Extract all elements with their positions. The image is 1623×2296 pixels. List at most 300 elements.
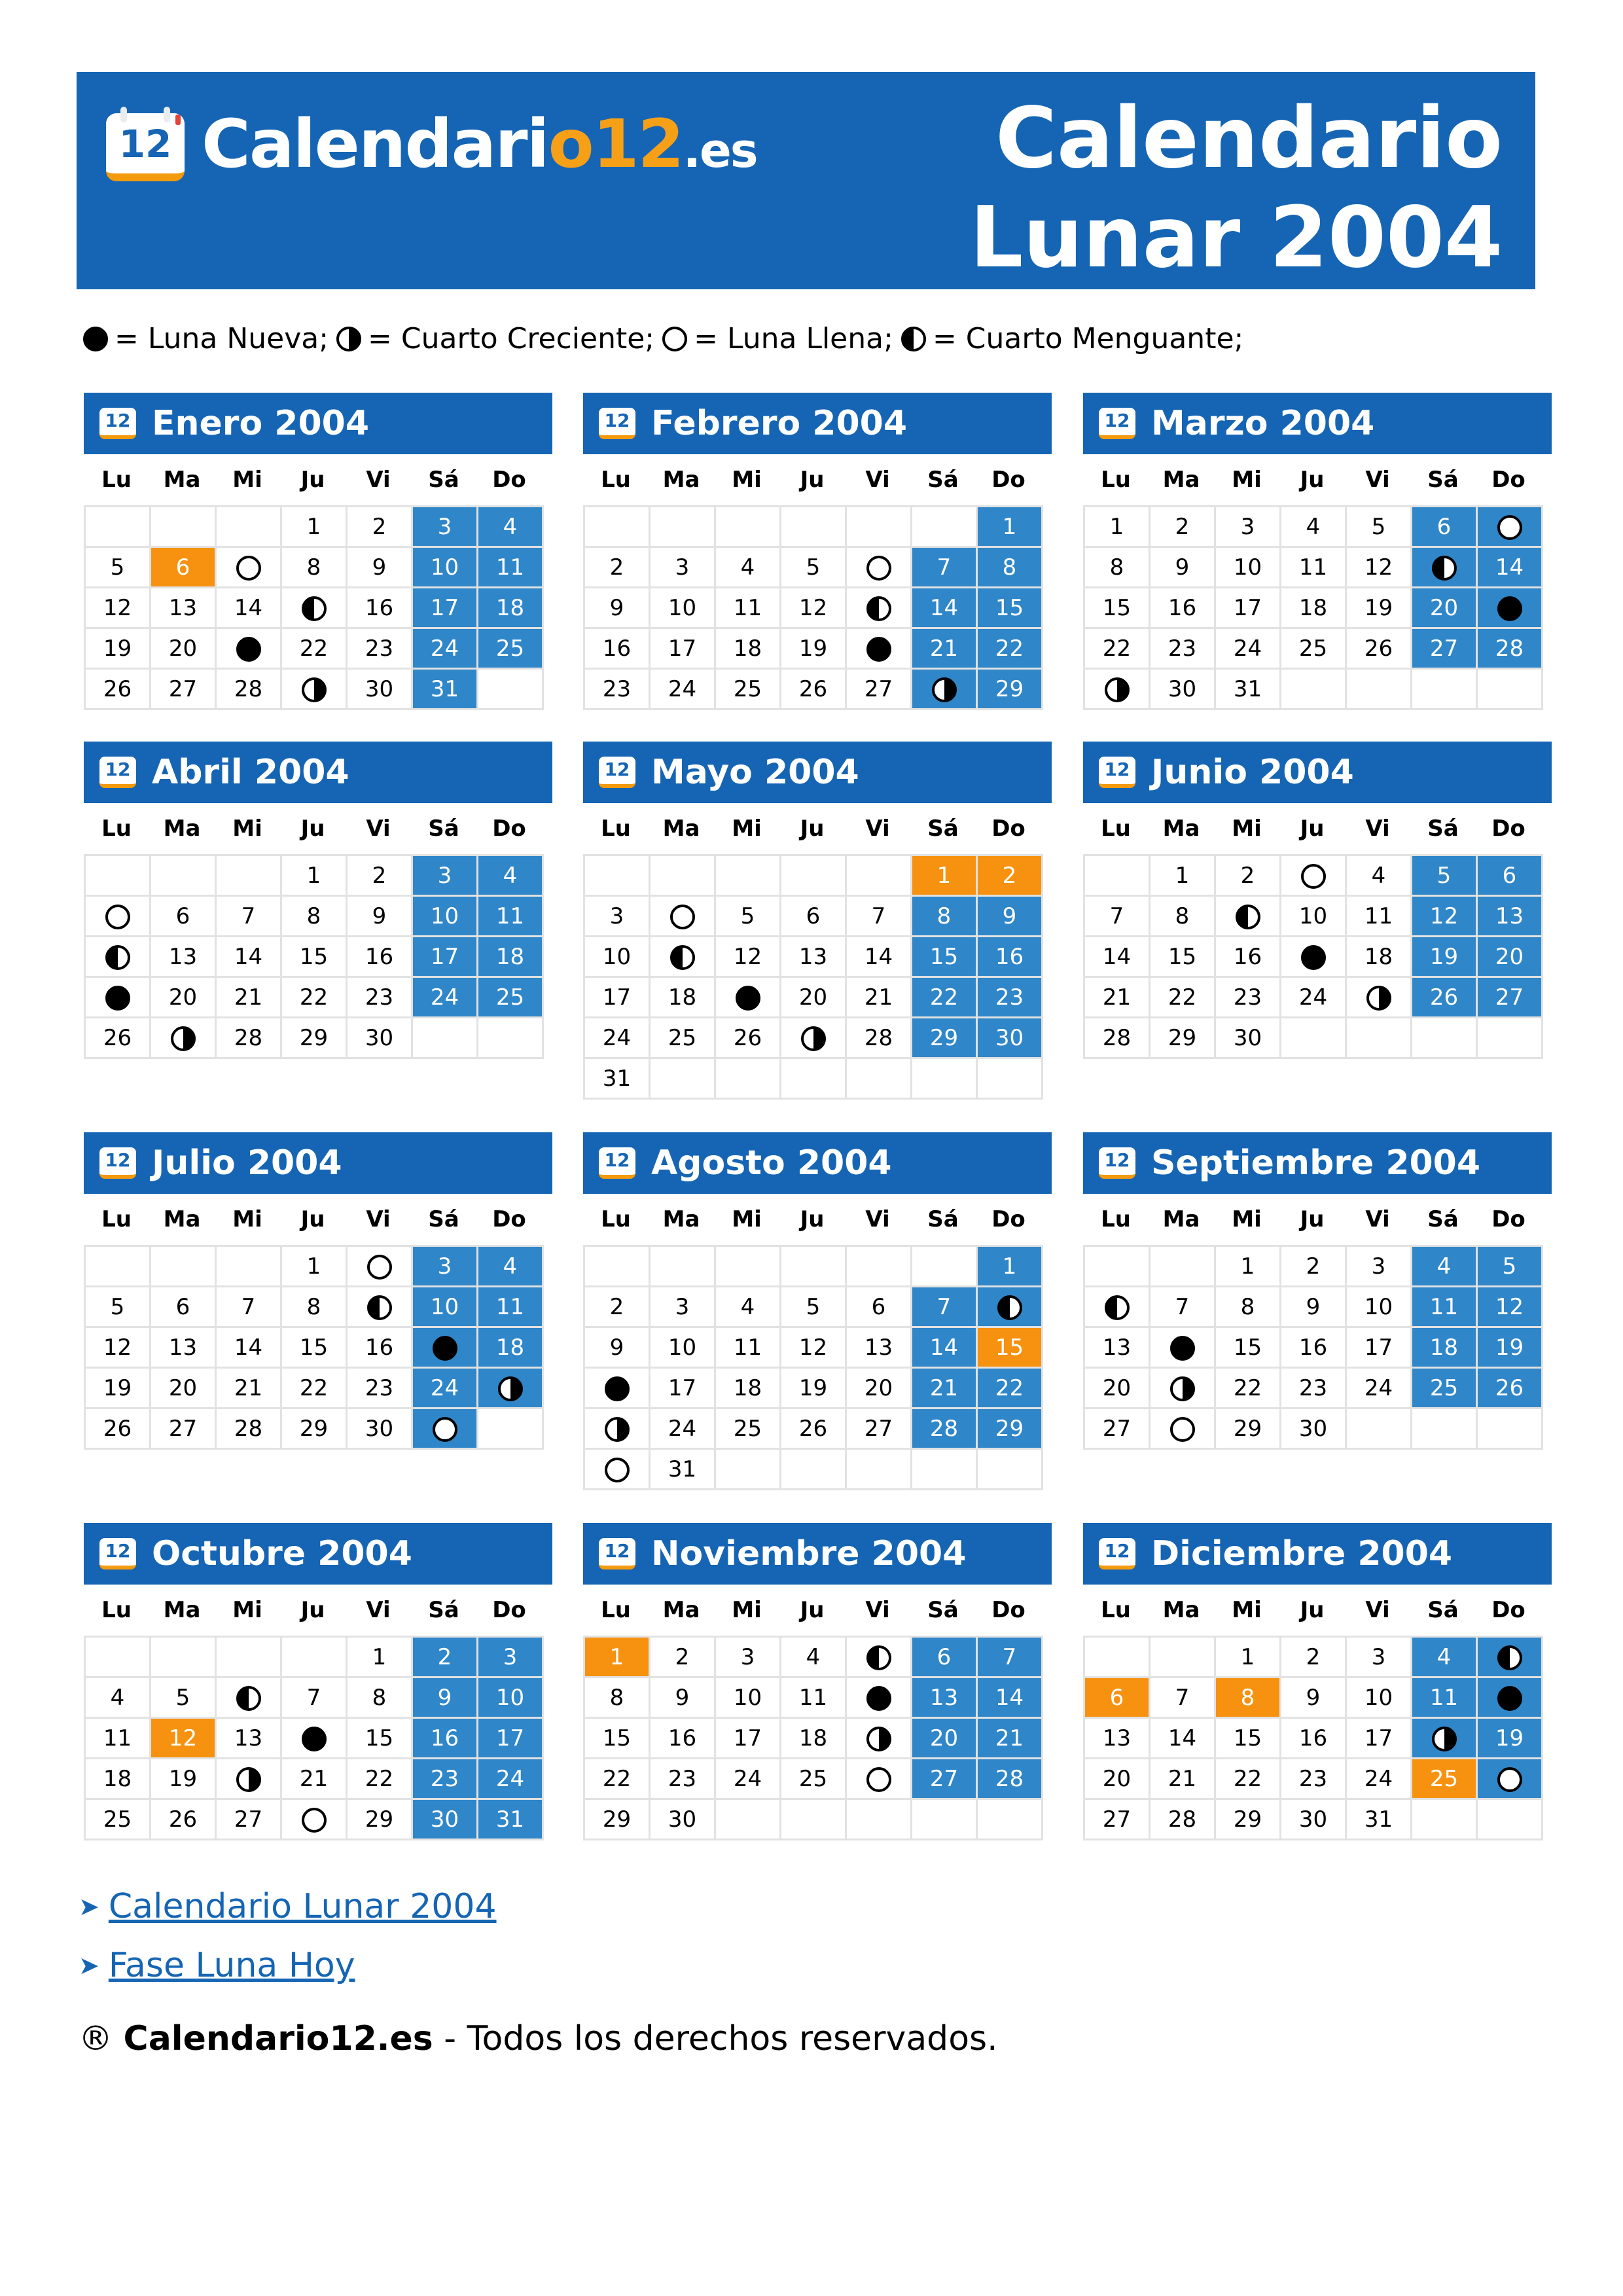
day-cell: 13 bbox=[846, 1327, 912, 1368]
empty-day-cell bbox=[846, 1449, 912, 1490]
title-line-1: Calendario bbox=[995, 90, 1503, 187]
day-cell: 15 bbox=[1150, 937, 1215, 977]
day-cell bbox=[1412, 1718, 1477, 1759]
day-cell: 27 bbox=[1412, 628, 1477, 669]
day-cell: 12 bbox=[1477, 1287, 1543, 1327]
weekday-label: Sá bbox=[927, 1597, 959, 1623]
weekday-row bbox=[583, 1585, 1052, 1636]
empty-day-cell bbox=[216, 855, 281, 896]
day-cell: 2 bbox=[1281, 1637, 1346, 1677]
day-cell bbox=[1477, 588, 1543, 628]
week-row bbox=[85, 1637, 543, 1677]
weekday-label: Mi bbox=[232, 816, 262, 842]
day-cell: 30 bbox=[1281, 1408, 1346, 1449]
day-cell bbox=[1477, 1677, 1543, 1718]
day-cell: 28 bbox=[846, 1018, 912, 1058]
day-cell: 22 bbox=[584, 1759, 650, 1799]
weekday-label: Ju bbox=[300, 1597, 325, 1623]
day-cell: 21 bbox=[216, 1368, 281, 1408]
day-cell: 25 bbox=[1281, 628, 1346, 669]
weekday-label: Lu bbox=[601, 816, 631, 842]
legend-full-moon: = Luna Llena; bbox=[694, 322, 893, 355]
day-cell bbox=[846, 628, 912, 669]
site-logo[interactable] bbox=[106, 105, 757, 186]
day-cell: 8 bbox=[281, 896, 347, 937]
day-cell bbox=[85, 896, 151, 937]
day-cell bbox=[912, 669, 977, 709]
empty-day-cell bbox=[478, 1408, 543, 1449]
day-cell bbox=[281, 669, 347, 709]
day-cell: 2 bbox=[412, 1637, 478, 1677]
day-cell: 11 bbox=[85, 1718, 151, 1759]
empty-day-cell bbox=[715, 507, 781, 547]
full-moon-icon bbox=[302, 1808, 327, 1833]
day-cell: 16 bbox=[650, 1718, 715, 1759]
day-cell: 16 bbox=[347, 1327, 412, 1368]
weekday-label: Sá bbox=[927, 1206, 959, 1232]
day-cell: 28 bbox=[912, 1408, 977, 1449]
calendar-icon: 12 bbox=[1099, 408, 1135, 439]
day-cell: 10 bbox=[412, 1287, 478, 1327]
day-cell: 29 bbox=[977, 1408, 1043, 1449]
day-cell: 25 bbox=[781, 1759, 846, 1799]
last-quarter-moon-icon bbox=[1497, 1645, 1522, 1670]
day-cell: 2 bbox=[1281, 1246, 1346, 1287]
week-row bbox=[85, 1018, 543, 1058]
calendar-logo-icon bbox=[106, 113, 185, 181]
empty-day-cell bbox=[715, 1449, 781, 1490]
last-quarter-moon-icon bbox=[901, 327, 926, 351]
weekday-label: Ma bbox=[662, 816, 700, 842]
day-cell: 1 bbox=[347, 1637, 412, 1677]
weekday-label: Vi bbox=[1365, 467, 1390, 493]
week-row bbox=[1084, 628, 1543, 669]
new-moon-icon bbox=[83, 327, 108, 351]
day-cell: 30 bbox=[347, 669, 412, 709]
calendar-icon: 12 bbox=[99, 408, 136, 439]
month-title: Marzo 2004 bbox=[1151, 404, 1375, 443]
empty-day-cell bbox=[85, 1637, 151, 1677]
day-cell: 20 bbox=[1084, 1759, 1150, 1799]
day-cell: 11 bbox=[715, 588, 781, 628]
last-quarter-moon-icon bbox=[866, 596, 891, 621]
day-cell: 27 bbox=[846, 1408, 912, 1449]
day-cell: 26 bbox=[1346, 628, 1412, 669]
day-cell: 22 bbox=[1084, 628, 1150, 669]
empty-day-cell bbox=[216, 1246, 281, 1287]
week-row bbox=[584, 1677, 1043, 1718]
week-row bbox=[85, 1759, 543, 1799]
day-cell bbox=[846, 1637, 912, 1677]
day-cell: 8 bbox=[912, 896, 977, 937]
last-quarter-moon-icon bbox=[236, 1686, 261, 1711]
empty-day-cell bbox=[1150, 1637, 1215, 1677]
day-cell bbox=[216, 628, 281, 669]
weekday-label: Do bbox=[1491, 816, 1525, 842]
weekday-label: Mi bbox=[232, 1597, 262, 1623]
weekday-row bbox=[84, 1585, 552, 1636]
full-moon-icon bbox=[236, 556, 261, 581]
week-row bbox=[584, 1327, 1043, 1368]
empty-day-cell bbox=[846, 507, 912, 547]
weekday-label: Ma bbox=[1162, 816, 1200, 842]
weekday-label: Mi bbox=[732, 816, 762, 842]
day-cell: 20 bbox=[1084, 1368, 1150, 1408]
weekday-label: Do bbox=[1491, 467, 1525, 493]
day-cell: 16 bbox=[584, 628, 650, 669]
week-row bbox=[584, 1287, 1043, 1327]
month-title: Diciembre 2004 bbox=[1151, 1534, 1453, 1573]
weekday-row bbox=[1083, 454, 1552, 505]
day-cell: 29 bbox=[1150, 1018, 1215, 1058]
month-header bbox=[84, 742, 552, 803]
day-grid bbox=[84, 854, 544, 1059]
weekday-label: Lu bbox=[101, 816, 132, 842]
day-cell: 1 bbox=[281, 507, 347, 547]
day-cell: 26 bbox=[1412, 977, 1477, 1018]
week-row bbox=[85, 507, 543, 547]
empty-day-cell bbox=[1150, 1246, 1215, 1287]
weekday-label: Lu bbox=[101, 1206, 132, 1232]
empty-day-cell bbox=[715, 1246, 781, 1287]
day-cell: 9 bbox=[977, 896, 1043, 937]
day-cell bbox=[1150, 1327, 1215, 1368]
new-moon-icon bbox=[1497, 1686, 1522, 1711]
day-cell: 17 bbox=[1215, 588, 1281, 628]
weekday-label: Lu bbox=[601, 467, 631, 493]
weekday-label: Ma bbox=[662, 1597, 700, 1623]
day-cell: 7 bbox=[1150, 1677, 1215, 1718]
day-cell: 12 bbox=[781, 1327, 846, 1368]
empty-day-cell bbox=[1477, 1408, 1543, 1449]
weekday-label: Ma bbox=[662, 1206, 700, 1232]
day-cell: 1 bbox=[281, 855, 347, 896]
day-cell: 8 bbox=[977, 547, 1043, 588]
day-cell: 5 bbox=[85, 1287, 151, 1327]
day-cell: 20 bbox=[1477, 937, 1543, 977]
month-calendar bbox=[583, 1132, 1052, 1490]
moon-phase-legend bbox=[83, 319, 1251, 359]
day-cell: 30 bbox=[1215, 1018, 1281, 1058]
day-cell: 24 bbox=[1281, 977, 1346, 1018]
day-cell: 18 bbox=[1281, 588, 1346, 628]
day-cell: 16 bbox=[347, 937, 412, 977]
calendar-icon: 12 bbox=[1099, 1538, 1135, 1570]
weekday-row bbox=[1083, 803, 1552, 854]
weekday-label: Ma bbox=[1162, 1206, 1200, 1232]
day-grid bbox=[84, 1636, 544, 1840]
week-row bbox=[1084, 547, 1543, 588]
day-cell: 10 bbox=[584, 937, 650, 977]
weekday-label: Do bbox=[991, 816, 1026, 842]
day-cell bbox=[1477, 507, 1543, 547]
empty-day-cell bbox=[1412, 1018, 1477, 1058]
empty-day-cell bbox=[151, 855, 216, 896]
weekday-label: Do bbox=[991, 1597, 1026, 1623]
empty-day-cell bbox=[151, 1637, 216, 1677]
day-cell bbox=[1412, 547, 1477, 588]
week-row bbox=[85, 855, 543, 896]
day-cell: 26 bbox=[151, 1799, 216, 1840]
day-cell: 31 bbox=[1346, 1799, 1412, 1840]
day-cell: 19 bbox=[781, 628, 846, 669]
day-cell bbox=[846, 588, 912, 628]
week-row bbox=[584, 1246, 1043, 1287]
weekday-label: Ma bbox=[1162, 467, 1200, 493]
first-quarter-moon-icon bbox=[302, 677, 327, 702]
week-row bbox=[85, 628, 543, 669]
day-cell bbox=[1346, 977, 1412, 1018]
calendar-icon: 12 bbox=[599, 757, 635, 788]
week-row bbox=[1084, 1408, 1543, 1449]
week-row bbox=[85, 977, 543, 1018]
day-cell bbox=[216, 547, 281, 588]
empty-day-cell bbox=[584, 507, 650, 547]
day-cell: 1 bbox=[281, 1246, 347, 1287]
weekday-label: Ma bbox=[1162, 1597, 1200, 1623]
day-cell bbox=[412, 1408, 478, 1449]
weekday-label: Ju bbox=[800, 816, 825, 842]
day-cell bbox=[650, 937, 715, 977]
day-cell: 27 bbox=[1084, 1799, 1150, 1840]
day-cell: 14 bbox=[977, 1677, 1043, 1718]
week-row bbox=[1084, 1677, 1543, 1718]
day-cell: 24 bbox=[650, 1408, 715, 1449]
last-quarter-moon-icon bbox=[1236, 905, 1260, 929]
day-cell: 30 bbox=[977, 1018, 1043, 1058]
weekday-row bbox=[84, 1194, 552, 1245]
first-quarter-moon-icon bbox=[605, 1417, 630, 1442]
month-title: Febrero 2004 bbox=[651, 404, 908, 443]
first-quarter-moon-icon bbox=[1432, 1727, 1457, 1751]
day-cell: 14 bbox=[1477, 547, 1543, 588]
weekday-label: Vi bbox=[366, 1206, 391, 1232]
week-row bbox=[1084, 1637, 1543, 1677]
week-row bbox=[1084, 588, 1543, 628]
legend-last-quarter: = Cuarto Menguante; bbox=[932, 322, 1244, 355]
day-cell: 31 bbox=[650, 1449, 715, 1490]
full-moon-icon bbox=[367, 1255, 392, 1280]
weekday-label: Mi bbox=[1232, 1206, 1262, 1232]
day-cell: 22 bbox=[347, 1759, 412, 1799]
day-cell: 3 bbox=[715, 1637, 781, 1677]
day-cell bbox=[85, 977, 151, 1018]
first-quarter-moon-icon bbox=[236, 1767, 261, 1792]
day-cell: 19 bbox=[781, 1368, 846, 1408]
weekday-label: Ju bbox=[1300, 1597, 1325, 1623]
weekday-label: Ju bbox=[1300, 816, 1325, 842]
empty-day-cell bbox=[912, 1246, 977, 1287]
empty-day-cell bbox=[1477, 1018, 1543, 1058]
day-cell: 27 bbox=[216, 1799, 281, 1840]
day-cell: 15 bbox=[1084, 588, 1150, 628]
day-cell bbox=[281, 1718, 347, 1759]
day-cell: 3 bbox=[1346, 1246, 1412, 1287]
day-cell: 5 bbox=[1412, 855, 1477, 896]
day-cell: 5 bbox=[85, 547, 151, 588]
weekday-label: Ju bbox=[300, 1206, 325, 1232]
weekday-row bbox=[583, 803, 1052, 854]
empty-day-cell bbox=[781, 1799, 846, 1840]
empty-day-cell bbox=[1346, 669, 1412, 709]
weekday-row bbox=[84, 803, 552, 854]
month-calendar bbox=[1083, 742, 1552, 1059]
weekday-label: Ju bbox=[1300, 1206, 1325, 1232]
day-cell: 20 bbox=[151, 628, 216, 669]
day-cell: 27 bbox=[151, 1408, 216, 1449]
day-cell: 3 bbox=[1346, 1637, 1412, 1677]
weekday-label: Vi bbox=[366, 1597, 391, 1623]
last-quarter-moon-icon bbox=[997, 1295, 1022, 1320]
week-row bbox=[85, 937, 543, 977]
first-quarter-moon-icon bbox=[866, 1727, 891, 1751]
day-cell: 6 bbox=[1412, 507, 1477, 547]
day-grid bbox=[583, 1245, 1043, 1490]
day-cell: 22 bbox=[977, 1368, 1043, 1408]
day-cell: 11 bbox=[715, 1327, 781, 1368]
day-cell: 16 bbox=[1150, 588, 1215, 628]
weekday-label: Sá bbox=[428, 467, 459, 493]
day-cell: 10 bbox=[650, 588, 715, 628]
day-cell: 23 bbox=[347, 977, 412, 1018]
empty-day-cell bbox=[1412, 1799, 1477, 1840]
link-fase-luna-hoy[interactable]: Fase Luna Hoy bbox=[108, 1946, 355, 1985]
day-cell: 22 bbox=[977, 628, 1043, 669]
weekday-label: Vi bbox=[865, 816, 890, 842]
day-cell: 16 bbox=[977, 937, 1043, 977]
day-cell: 4 bbox=[1412, 1246, 1477, 1287]
week-row bbox=[584, 977, 1043, 1018]
weekday-label: Lu bbox=[601, 1597, 631, 1623]
weekday-label: Ju bbox=[300, 816, 325, 842]
day-cell: 31 bbox=[1215, 669, 1281, 709]
weekday-label: Lu bbox=[101, 1597, 132, 1623]
last-quarter-moon-icon bbox=[866, 1645, 891, 1670]
day-cell: 10 bbox=[412, 547, 478, 588]
calendar-icon: 12 bbox=[599, 1538, 635, 1570]
day-cell: 14 bbox=[216, 588, 281, 628]
full-moon-icon bbox=[105, 905, 130, 929]
day-cell: 20 bbox=[151, 1368, 216, 1408]
day-cell: 14 bbox=[912, 588, 977, 628]
day-cell: 16 bbox=[412, 1718, 478, 1759]
day-cell: 31 bbox=[584, 1058, 650, 1099]
day-cell: 14 bbox=[216, 937, 281, 977]
day-cell bbox=[584, 1408, 650, 1449]
day-cell bbox=[151, 1018, 216, 1058]
last-quarter-moon-icon bbox=[1105, 1295, 1130, 1320]
empty-day-cell bbox=[650, 507, 715, 547]
day-cell bbox=[216, 1759, 281, 1799]
weekday-label: Ma bbox=[163, 1206, 201, 1232]
day-cell: 2 bbox=[1215, 855, 1281, 896]
day-cell: 17 bbox=[1346, 1327, 1412, 1368]
day-cell: 17 bbox=[650, 1368, 715, 1408]
day-cell: 19 bbox=[1477, 1327, 1543, 1368]
day-cell: 23 bbox=[412, 1759, 478, 1799]
arrow-right-icon: ➤ bbox=[79, 1951, 99, 1980]
day-cell: 17 bbox=[650, 628, 715, 669]
weekday-label: Lu bbox=[1101, 467, 1131, 493]
day-cell: 7 bbox=[912, 547, 977, 588]
weekday-label: Lu bbox=[101, 467, 132, 493]
day-cell: 26 bbox=[1477, 1368, 1543, 1408]
day-cell: 3 bbox=[584, 896, 650, 937]
month-title: Julio 2004 bbox=[152, 1143, 342, 1183]
day-cell: 11 bbox=[781, 1677, 846, 1718]
weekday-label: Vi bbox=[1365, 1597, 1390, 1623]
month-header bbox=[84, 393, 552, 454]
weekday-label: Vi bbox=[1365, 1206, 1390, 1232]
day-cell: 21 bbox=[216, 977, 281, 1018]
day-cell: 8 bbox=[347, 1677, 412, 1718]
day-cell: 25 bbox=[478, 977, 543, 1018]
empty-day-cell bbox=[781, 1449, 846, 1490]
month-calendar bbox=[84, 1523, 552, 1840]
weekday-label: Ju bbox=[800, 467, 825, 493]
last-quarter-moon-icon bbox=[105, 945, 130, 970]
day-cell: 25 bbox=[715, 1408, 781, 1449]
day-cell: 29 bbox=[977, 669, 1043, 709]
weekday-label: Mi bbox=[1232, 467, 1262, 493]
week-row bbox=[85, 1327, 543, 1368]
day-cell: 1 bbox=[1084, 507, 1150, 547]
day-cell: 20 bbox=[151, 977, 216, 1018]
day-cell: 10 bbox=[412, 896, 478, 937]
day-cell: 23 bbox=[1150, 628, 1215, 669]
day-cell bbox=[1477, 1759, 1543, 1799]
month-title: Abril 2004 bbox=[152, 753, 349, 792]
day-cell: 27 bbox=[151, 669, 216, 709]
logo-icon-number: 12 bbox=[118, 122, 172, 166]
day-cell bbox=[347, 1246, 412, 1287]
month-title: Mayo 2004 bbox=[651, 753, 859, 792]
week-row bbox=[1084, 1368, 1543, 1408]
day-cell bbox=[650, 896, 715, 937]
day-grid bbox=[583, 854, 1043, 1100]
calendar-icon: 12 bbox=[99, 1538, 136, 1570]
day-cell: 5 bbox=[781, 547, 846, 588]
empty-day-cell bbox=[1477, 669, 1543, 709]
day-cell: 26 bbox=[85, 1408, 151, 1449]
day-cell: 11 bbox=[478, 896, 543, 937]
week-row bbox=[85, 1799, 543, 1840]
day-cell: 12 bbox=[85, 588, 151, 628]
day-cell: 7 bbox=[216, 1287, 281, 1327]
last-quarter-moon-icon bbox=[1432, 556, 1457, 581]
day-cell: 28 bbox=[216, 1018, 281, 1058]
empty-day-cell bbox=[781, 1058, 846, 1099]
day-grid bbox=[583, 1636, 1043, 1840]
day-cell: 26 bbox=[781, 1408, 846, 1449]
day-cell: 7 bbox=[846, 896, 912, 937]
legend-new-moon: = Luna Nueva; bbox=[115, 322, 329, 355]
day-cell: 15 bbox=[281, 937, 347, 977]
link-calendario-lunar[interactable]: Calendario Lunar 2004 bbox=[108, 1887, 497, 1926]
new-moon-icon bbox=[302, 1727, 327, 1751]
month-header bbox=[1083, 1132, 1552, 1194]
day-cell: 18 bbox=[1346, 937, 1412, 977]
day-cell: 21 bbox=[977, 1718, 1043, 1759]
weekday-label: Mi bbox=[732, 1597, 762, 1623]
day-cell: 15 bbox=[281, 1327, 347, 1368]
day-cell: 7 bbox=[977, 1637, 1043, 1677]
week-row bbox=[584, 1018, 1043, 1058]
new-moon-icon bbox=[866, 1686, 891, 1711]
full-moon-icon bbox=[662, 327, 687, 351]
day-cell: 5 bbox=[1477, 1246, 1543, 1287]
weekday-label: Sá bbox=[1427, 1206, 1459, 1232]
